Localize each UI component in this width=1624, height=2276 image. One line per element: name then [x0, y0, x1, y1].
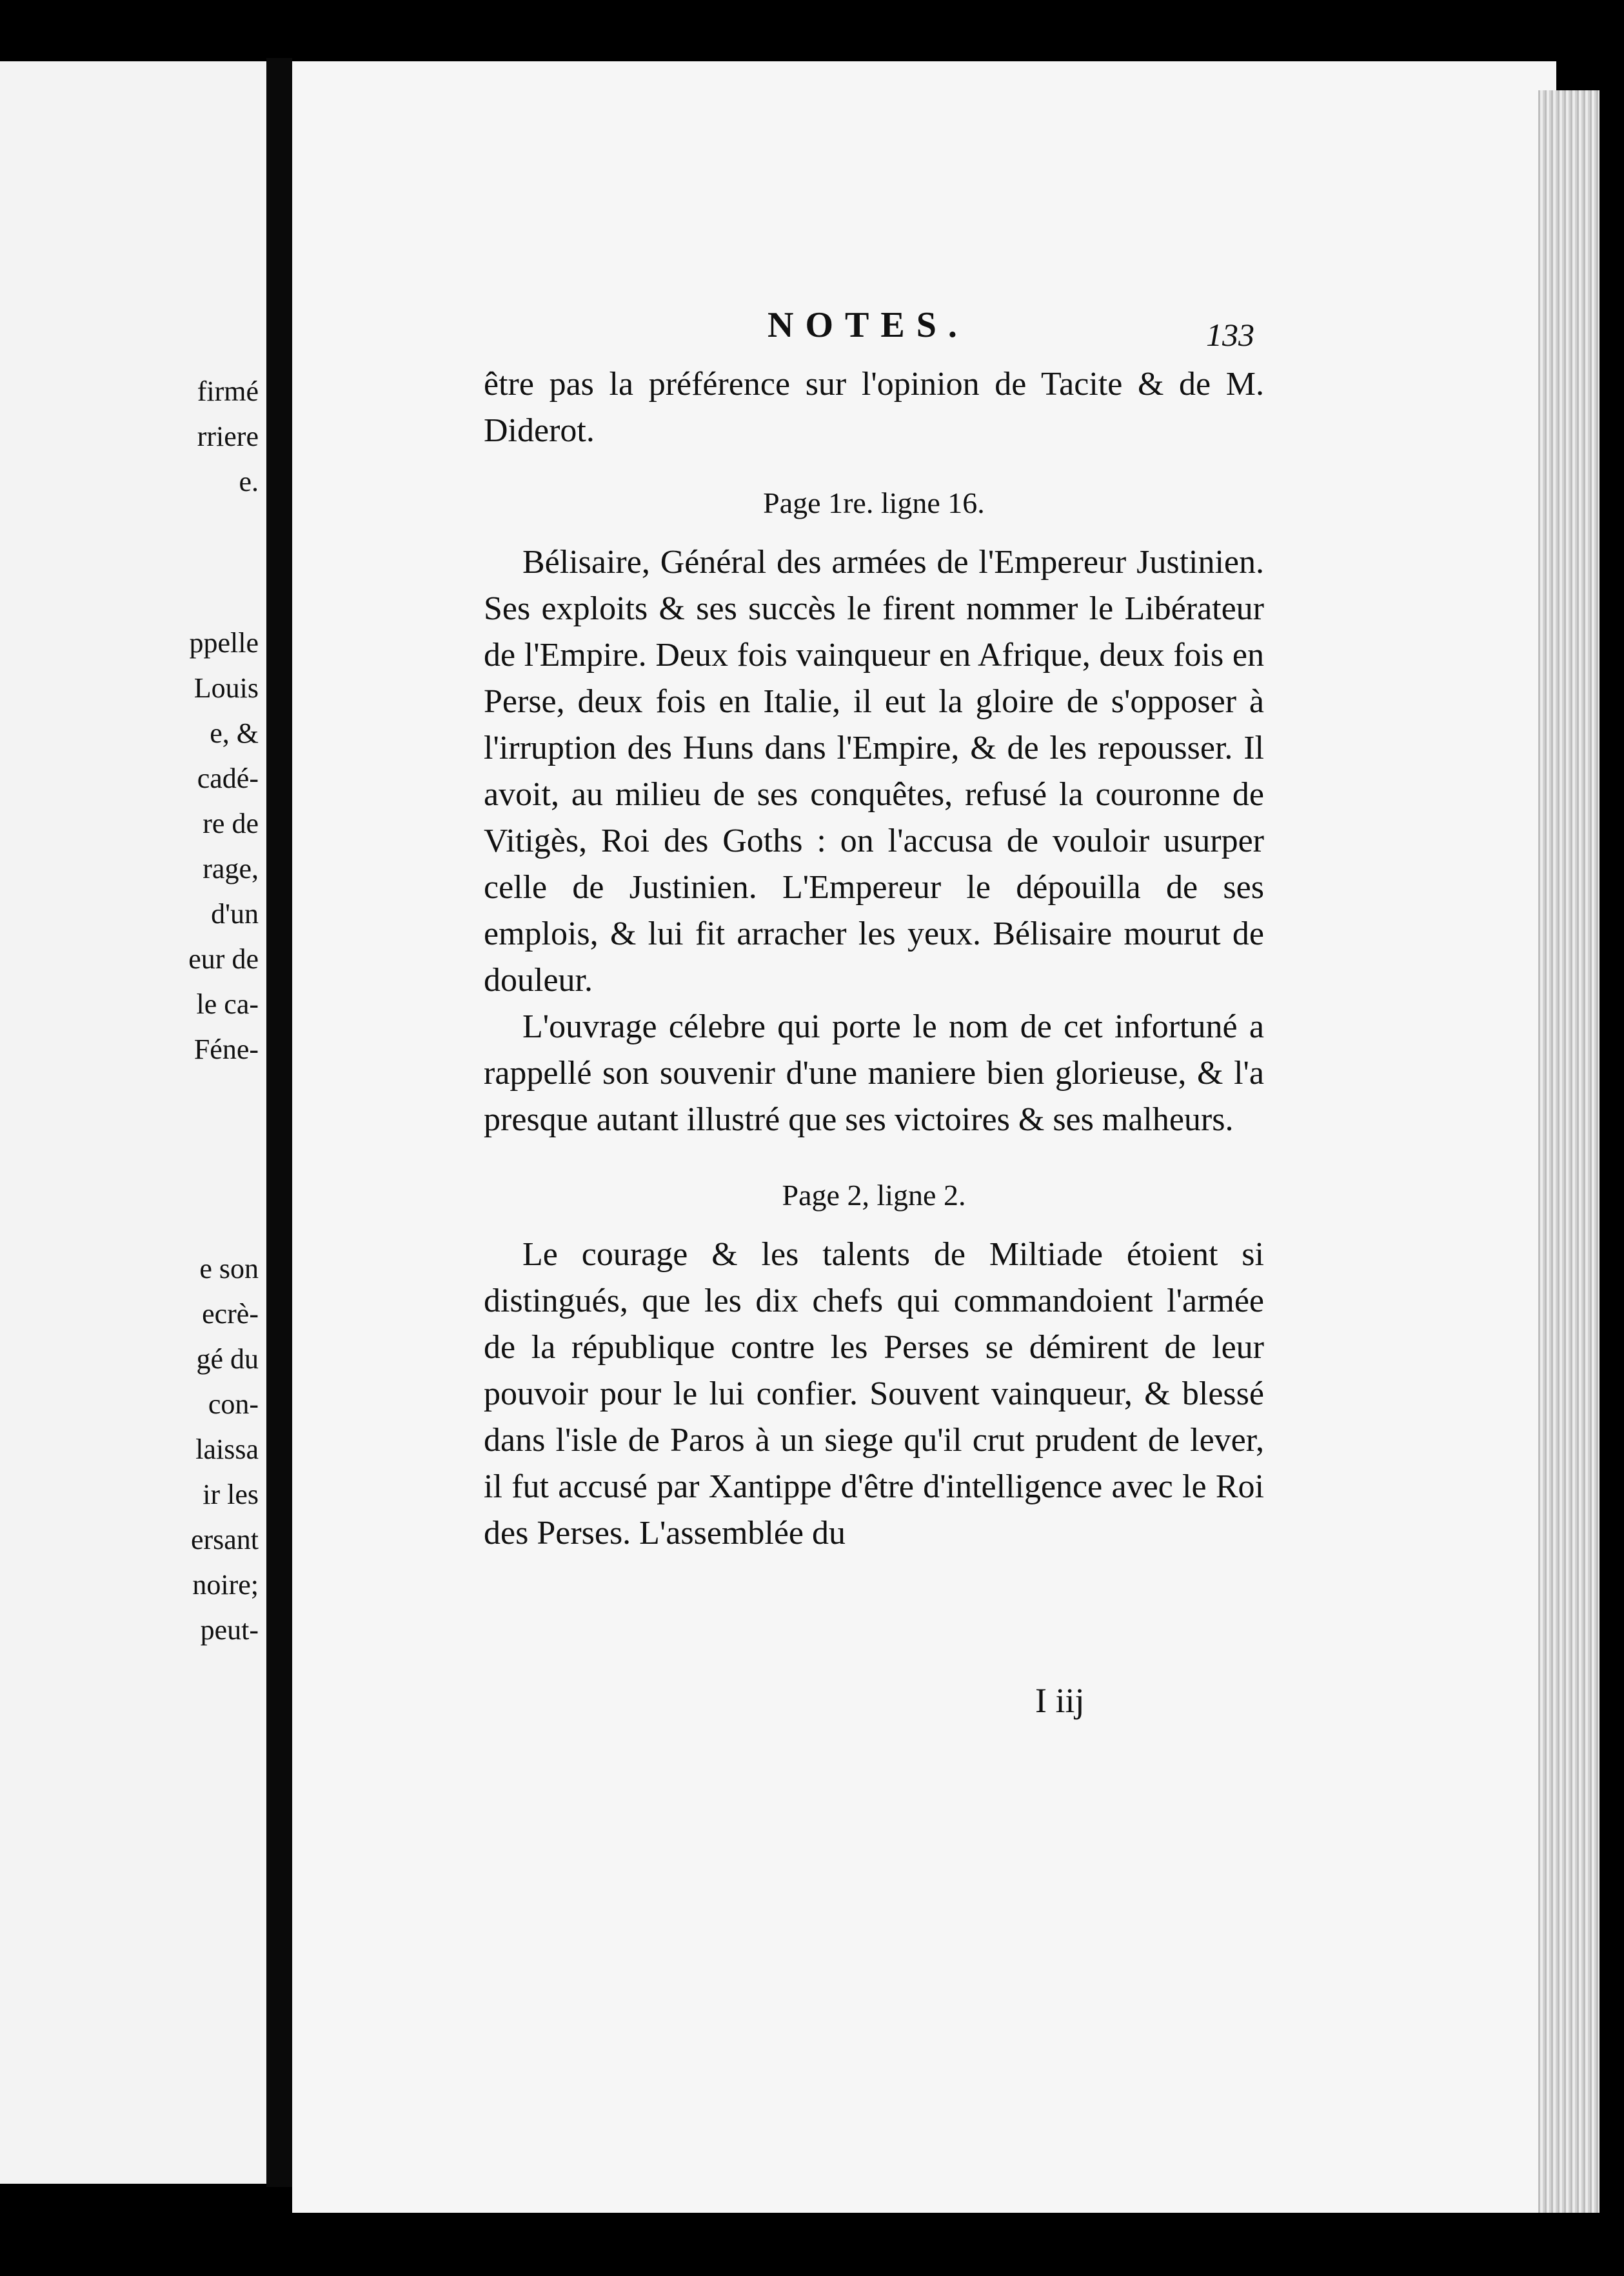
left-page-line: e. [239, 466, 259, 497]
text-column [484, 297, 1264, 1557]
book-spine [266, 58, 292, 2187]
continuation-paragraph: être pas la préférence sur l'opinion de Tacite & de M. Diderot. [484, 366, 1264, 449]
paragraph: Le courage & les talents de Miltiade étoient si distingués, que les dix chefs qui commandoient l'armée de la république contre les Perses se démirent de leur pouvoir pour le lui confier. Souvent vainqueur, & blessé dans l'isle de Paros à un siege qu'il crut prudent de lever, il fut accusé par Xantippe d'être d'intelligence avec le Roi des Perses. L'assemblée du [484, 1236, 1264, 1552]
left-page-line: ersant [190, 1524, 259, 1555]
left-page-line: gé du [196, 1343, 259, 1375]
left-page-line: ppelle [189, 627, 259, 659]
left-page-line: e son [199, 1253, 259, 1284]
running-head: NOTES. [767, 305, 969, 345]
page-edges [1538, 90, 1599, 2213]
left-page-line: noire; [192, 1569, 259, 1601]
left-page-line: ecrè- [202, 1298, 259, 1330]
paragraph: L'ouvrage célebre qui porte le nom de cet infortuné a rappellé son souvenir d'une maniere bien glorieuse, & l'a presque autant illustré que ses victoires & ses malheurs. [484, 1008, 1264, 1138]
left-facing-page [0, 61, 266, 2184]
left-page-line: con- [208, 1388, 259, 1420]
page-number: 133 [1206, 317, 1254, 353]
left-page-line: re de [203, 808, 259, 839]
left-page-line: d'un [211, 898, 259, 930]
left-page-line: le ca- [196, 988, 259, 1020]
left-page-line: rriere [197, 421, 259, 452]
left-page-line: firmé [197, 375, 259, 407]
paragraph: Bélisaire, Général des armées de l'Empereur Justinien. Ses exploits & ses succès le firent nommer le Libérateur de l'Empire. Deux fois vainqueur en Afrique, deux fois en Perse, deux fois en Italie, il eut la gloire de s'opposer à l'irruption des Huns dans l'Empire, & de les repousser. Il avoit, au milieu de ses conquêtes, refusé la couronne de Vitigès, Roi des Goths : on l'accusa de vouloir usurper celle de Justinien. L'Empereur le dépouilla de ses emplois, & lui fit arracher les yeux. Bélisaire mourut de douleur. [484, 544, 1264, 999]
left-page-line: rage, [203, 853, 259, 884]
left-page-line: laissa [195, 1433, 259, 1465]
left-page-line: cadé- [197, 763, 259, 794]
left-page-line: peut- [200, 1614, 259, 1646]
section-heading: Page 2, ligne 2. [782, 1179, 966, 1212]
left-page-line: ir les [203, 1479, 259, 1510]
left-page-line: eur de [188, 943, 259, 975]
left-page-line: Féne- [193, 1033, 259, 1065]
signature-mark: I iij [1035, 1681, 1085, 1720]
section-heading: Page 1re. ligne 16. [763, 486, 985, 519]
left-page-line: e, & [210, 717, 259, 749]
left-page-line: Louis [193, 672, 259, 704]
